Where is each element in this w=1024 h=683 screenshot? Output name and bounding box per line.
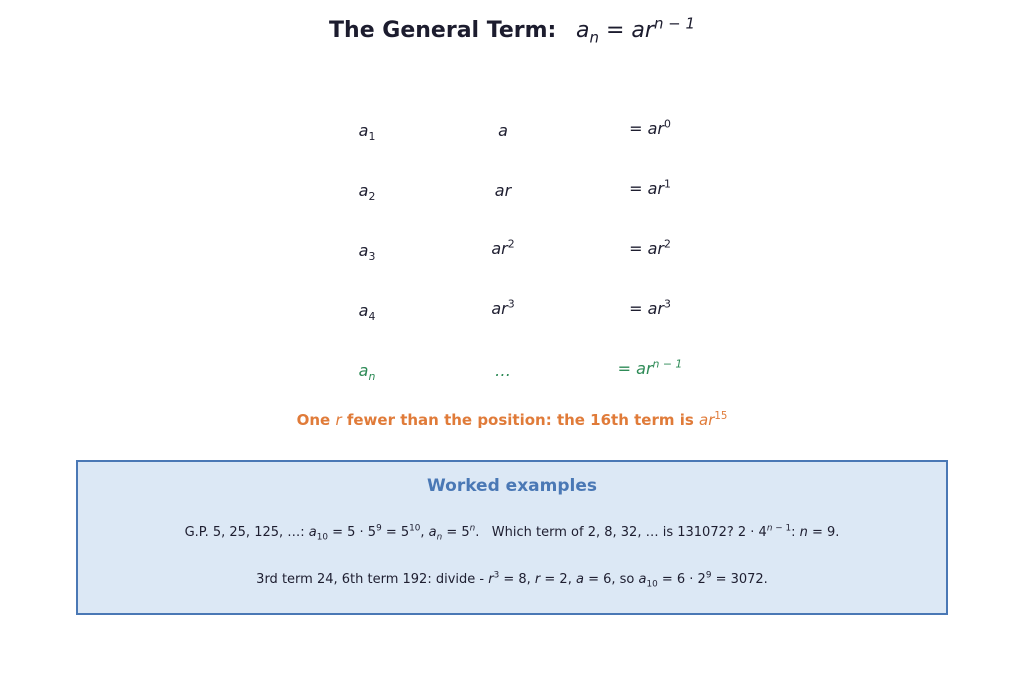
worked-examples-box: [76, 460, 948, 615]
row-2-expanded: ar: [494, 181, 512, 200]
position-note: One r fewer than the position: the 16th term is $ar^{15}$: [296, 411, 728, 429]
row-2-term: $a_2$: [358, 181, 376, 204]
row-n-power-form: = $ar^{n - 1}$: [617, 357, 683, 378]
row-4-expanded: $ar^3$: [491, 297, 515, 318]
title-label: The General Term:: [329, 18, 557, 43]
example-line-1: G.P. 5, 25, 125, …: $a_{10} = 5 \cdot 5^9 = 5^{10}$, $a_n = 5^n$. Which term of 2, 8, 32, … is 131072? $2 \cdot 4^{n - 1}$: n = 9.: [184, 523, 840, 543]
row-3-power-form: = $ar^2$: [629, 237, 671, 258]
row-1-term: $a_1$: [358, 121, 376, 144]
row-n-expanded: …: [495, 361, 511, 380]
row-1-expanded: a: [498, 121, 508, 140]
row-n-term: $a_n$: [358, 361, 376, 384]
title-formula: $a_n = ar^{n - 1}$: [576, 14, 695, 47]
row-2-power-form: = $ar^1$: [629, 177, 671, 198]
page-title: [0, 14, 1024, 47]
example-line-2: 3rd term 24, 6th term 192: divide - $r^3 = 8$, r = 2, a = 6, so $a_{10} = 6 \cdot 2^9 = 3072$.: [256, 570, 768, 590]
row-4-term: $a_4$: [358, 301, 376, 324]
row-3-term: $a_3$: [358, 241, 376, 264]
row-3-expanded: $ar^2$: [491, 237, 515, 258]
row-1-power-form: = $ar^0$: [629, 117, 671, 138]
worked-examples-title: Worked examples: [427, 476, 597, 496]
row-4-power-form: = $ar^3$: [629, 297, 671, 318]
